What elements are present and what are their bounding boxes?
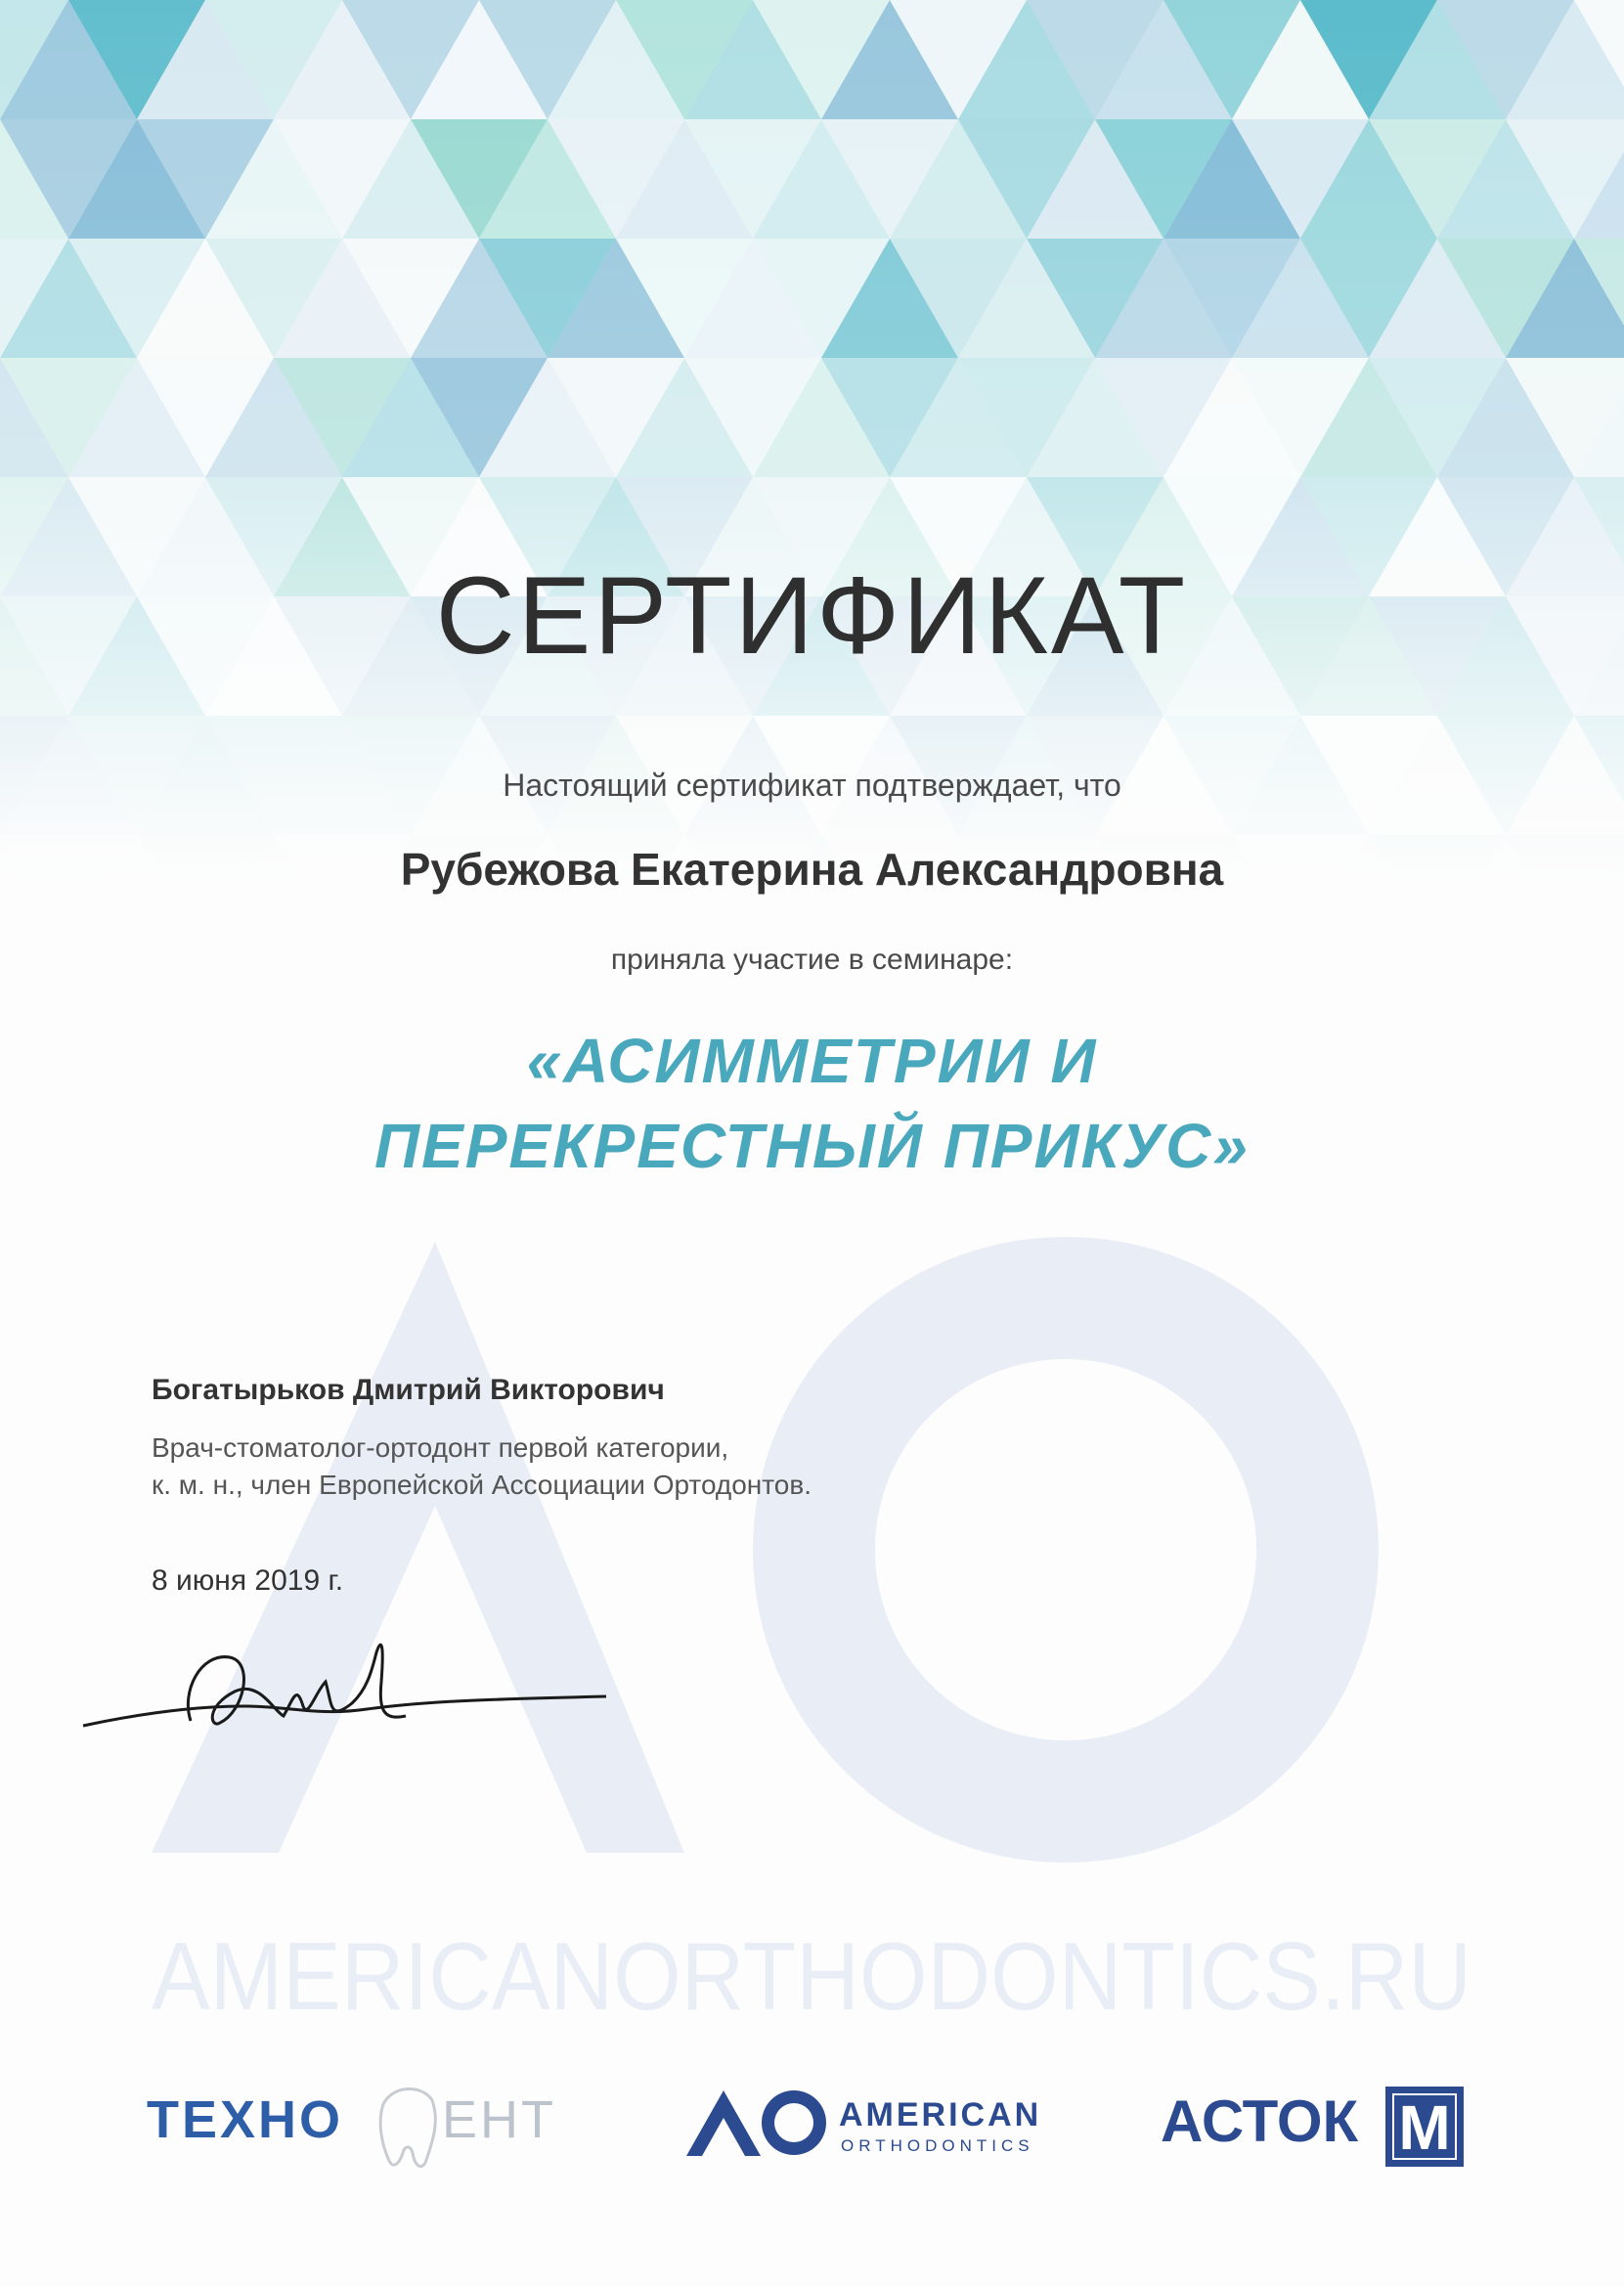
lecturer-position-line2: к. м. н., член Европейской Ассоциации Ортодонтов. — [152, 1470, 812, 1500]
website-watermark — [0, 1912, 1624, 2029]
svg-text:ORTHODONTICS: ORTHODONTICS — [841, 2136, 1034, 2155]
lecturer-position-line1: Врач-стоматолог-ортодонт первой категории, — [152, 1432, 729, 1463]
certificate-title: СЕРТИФИКАТ — [435, 554, 1189, 677]
svg-text:AMERICAN: AMERICAN — [839, 2096, 1042, 2133]
geometric-pattern-background — [0, 0, 1624, 880]
american-orthodontics-logo — [684, 2083, 1046, 2166]
certificate-date: 8 июня 2019 г. — [152, 1564, 344, 1597]
certificate-intro: Настоящий сертификат подтверждает, что — [503, 768, 1121, 803]
lecturer-name: Богатырьков Дмитрий Викторович — [152, 1374, 665, 1406]
seminar-title-line2: ПЕРЕКРЕСТНЫЙ ПРИКУС» — [374, 1111, 1250, 1181]
svg-text:ЕНТ: ЕНТ — [442, 2090, 556, 2149]
participation-text: приняла участие в семинаре: — [610, 944, 1014, 976]
astok-logo — [1159, 2073, 1471, 2171]
technodent-logo — [147, 2063, 577, 2176]
website-watermark-text: AMERICANORTHODONTICS.RU — [152, 1922, 1471, 2029]
svg-text:M: M — [1398, 2092, 1451, 2163]
svg-text:ТЕХНО: ТЕХНО — [147, 2090, 344, 2149]
seminar-title-line1: «АСИММЕТРИИ И — [526, 1026, 1098, 1096]
signature — [73, 1613, 621, 1750]
svg-text:АСТОК: АСТОК — [1161, 2088, 1359, 2154]
recipient-name: Рубежова Екатерина Александровна — [400, 844, 1224, 895]
